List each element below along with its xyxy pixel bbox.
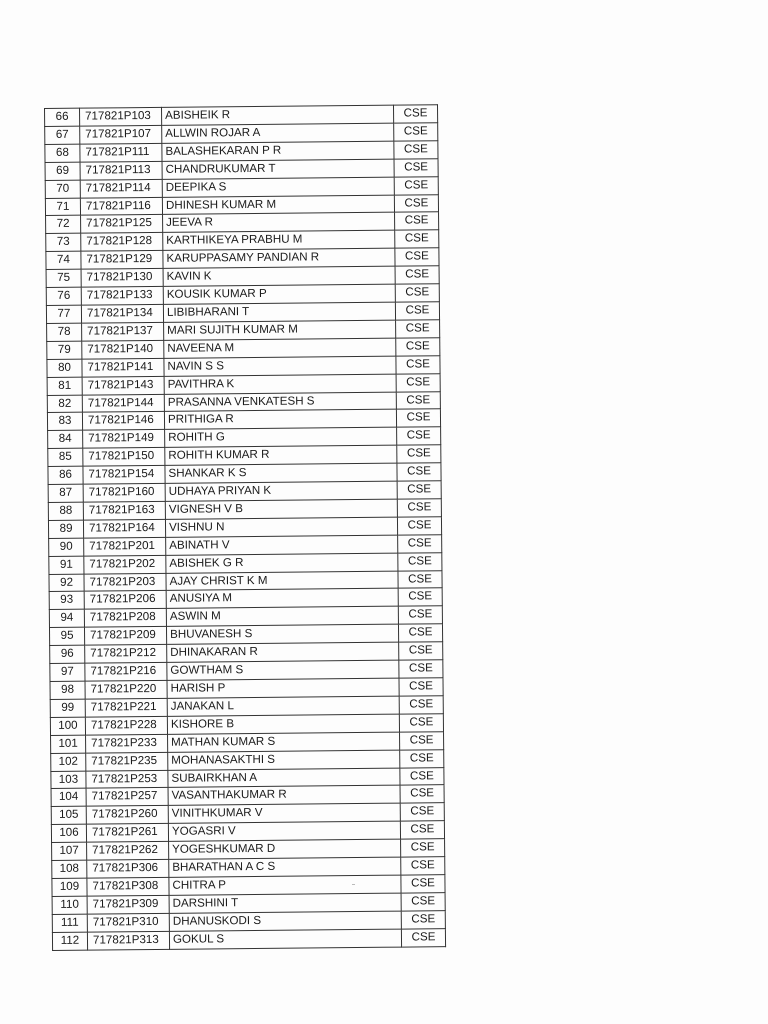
register-number-cell: 717821P309 [87,895,169,914]
department-cell: CSE [400,767,444,785]
student-name-cell: MARI SUJITH KUMAR M [164,320,396,340]
serial-number-cell: 88 [48,502,83,520]
serial-number-cell: 74 [46,251,81,269]
register-number-cell: 717821P113 [80,161,162,180]
department-cell: CSE [400,731,444,749]
register-number-cell: 717821P149 [83,430,165,449]
serial-number-cell: 80 [47,359,82,377]
department-cell: CSE [395,266,439,284]
register-number-cell: 717821P221 [85,698,167,717]
register-number-cell: 717821P260 [86,806,168,825]
student-name-cell: VIGNESH V B [165,499,397,519]
student-name-cell: KARUPPASAMY PANDIAN R [163,248,395,268]
register-number-cell: 717821P137 [82,322,164,341]
register-number-cell: 717821P134 [81,304,163,323]
serial-number-cell: 89 [48,520,83,538]
serial-number-cell: 75 [46,269,81,287]
student-name-cell: DEEPIKA S [162,177,394,197]
department-cell: CSE [399,642,443,660]
department-cell: CSE [397,427,441,445]
student-name-cell: KAVIN K [163,266,395,286]
serial-number-cell: 94 [49,610,84,628]
student-name-cell: DHANUSKODI S [169,911,401,931]
department-cell: CSE [395,302,439,320]
department-cell: CSE [401,875,445,893]
department-cell: CSE [396,337,440,355]
department-cell: CSE [397,445,441,463]
department-cell: CSE [399,660,443,678]
register-number-cell: 717821P163 [83,501,165,520]
student-name-cell: PRITHIGA R [164,410,396,430]
register-number-cell: 717821P306 [87,859,169,878]
student-name-cell: ANUSIYA M [166,589,398,609]
student-name-cell: AJAY CHRIST K M [166,571,398,591]
serial-number-cell: 82 [47,395,82,413]
student-name-cell: NAVEENA M [164,338,396,358]
serial-number-cell: 101 [51,735,86,753]
register-number-cell: 717821P220 [85,680,167,699]
department-cell: CSE [401,893,445,911]
register-number-cell: 717821P150 [83,448,165,467]
student-name-cell: SHANKAR K S [165,463,397,483]
serial-number-cell: 73 [46,233,81,251]
serial-number-cell: 93 [49,592,84,610]
student-name-cell: VINITHKUMAR V [168,803,400,823]
department-cell: CSE [397,463,441,481]
register-number-cell: 717821P308 [87,877,169,896]
serial-number-cell: 106 [51,824,86,842]
department-cell: CSE [395,248,439,266]
department-cell: CSE [395,230,439,248]
serial-number-cell: 71 [45,198,80,216]
serial-number-cell: 92 [49,574,84,592]
student-name-cell: DHINAKARAN R [167,642,399,662]
serial-number-cell: 98 [50,681,85,699]
serial-number-cell: 79 [47,341,82,359]
student-name-cell: ABINATH V [166,535,398,555]
student-name-cell: DARSHINI T [169,893,401,913]
serial-number-cell: 99 [50,699,85,717]
serial-number-cell: 90 [49,538,84,556]
register-number-cell: 717821P129 [81,251,163,270]
student-name-cell: ASWIN M [166,606,398,626]
student-name-cell: MATHAN KUMAR S [168,732,400,752]
department-cell: CSE [401,928,445,946]
register-number-cell: 717821P144 [82,394,164,413]
serial-number-cell: 76 [46,287,81,305]
register-number-cell: 717821P209 [84,627,166,646]
serial-number-cell: 104 [51,789,86,807]
register-number-cell: 717821P140 [82,340,164,359]
register-number-cell: 717821P125 [81,215,163,234]
register-number-cell: 717821P143 [82,376,164,395]
serial-number-cell: 66 [45,108,80,126]
department-cell: CSE [398,606,442,624]
student-name-cell: KISHORE B [167,714,399,734]
student-name-cell: BHUVANESH S [166,624,398,644]
department-cell: CSE [398,624,442,642]
department-cell: CSE [398,588,442,606]
serial-number-cell: 111 [52,914,87,932]
department-cell: CSE [399,678,443,696]
student-name-cell: KOUSIK KUMAR P [163,284,395,304]
department-cell: CSE [397,481,441,499]
serial-number-cell: 86 [48,466,83,484]
student-name-cell: ROHITH G [165,427,397,447]
register-number-cell: 717821P206 [84,591,166,610]
serial-number-cell: 105 [51,806,86,824]
register-number-cell: 717821P116 [80,197,162,216]
department-cell: CSE [396,391,440,409]
register-number-cell: 717821P262 [87,841,169,860]
department-cell: CSE [400,803,444,821]
serial-number-cell: 97 [50,663,85,681]
register-number-cell: 717821P107 [80,125,162,144]
serial-number-cell: 107 [52,842,87,860]
department-cell: CSE [393,105,437,123]
register-number-cell: 717821P233 [86,734,168,753]
student-name-cell: MOHANASAKTHI S [168,750,400,770]
register-number-cell: 717821P114 [80,179,162,198]
serial-number-cell: 112 [52,932,87,950]
serial-number-cell: 110 [52,896,87,914]
student-name-cell: CHITRA P [169,875,401,895]
department-cell: CSE [400,821,444,839]
student-name-cell: HARISH P [167,678,399,698]
register-number-cell: 717821P216 [85,662,167,681]
department-cell: CSE [396,409,440,427]
student-name-cell: ABISHEK G R [166,553,398,573]
register-number-cell: 717821P111 [80,143,162,162]
department-cell: CSE [400,749,444,767]
register-number-cell: 717821P261 [86,824,168,843]
register-number-cell: 717821P313 [87,931,169,950]
department-cell: CSE [394,123,438,141]
register-number-cell: 717821P203 [84,573,166,592]
student-name-cell: ABISHEIK R [161,105,393,125]
register-number-cell: 717821P257 [86,788,168,807]
student-name-cell: JANAKAN L [167,696,399,716]
register-number-cell: 717821P160 [83,483,165,502]
department-cell: CSE [395,284,439,302]
department-cell: CSE [400,785,444,803]
scan-speck [352,884,355,885]
register-number-cell: 717821P128 [81,233,163,252]
student-name-cell: ROHITH KUMAR R [165,445,397,465]
department-cell: CSE [394,141,438,159]
student-name-cell: GOKUL S [169,929,401,949]
student-name-cell: KARTHIKEYA PRABHU M [163,230,395,250]
register-number-cell: 717821P228 [85,716,167,735]
student-name-cell: PRASANNA VENKATESH S [164,392,396,412]
student-name-cell: VASANTHAKUMAR R [168,786,400,806]
register-number-cell: 717821P208 [84,609,166,628]
serial-number-cell: 95 [49,627,84,645]
register-number-cell: 717821P310 [87,913,169,932]
student-name-cell: DHINESH KUMAR M [162,195,394,215]
serial-number-cell: 72 [46,216,81,234]
serial-number-cell: 100 [50,717,85,735]
student-name-cell: GOWTHAM S [167,660,399,680]
department-cell: CSE [401,910,445,928]
register-number-cell: 717821P212 [85,645,167,664]
department-cell: CSE [399,714,443,732]
serial-number-cell: 87 [48,484,83,502]
serial-number-cell: 68 [45,144,80,162]
student-name-cell: NAVIN S S [164,356,396,376]
serial-number-cell: 81 [47,377,82,395]
serial-number-cell: 85 [48,448,83,466]
student-name-cell: PAVITHRA K [164,374,396,394]
student-name-cell: YOGESHKUMAR D [169,839,401,859]
department-cell: CSE [401,839,445,857]
department-cell: CSE [398,552,442,570]
department-cell: CSE [401,857,445,875]
student-name-cell: JEEVA R [163,213,395,233]
serial-number-cell: 102 [51,753,86,771]
register-number-cell: 717821P235 [86,752,168,771]
register-number-cell: 717821P130 [81,269,163,288]
department-cell: CSE [394,158,438,176]
student-name-cell: ALLWIN ROJAR A [162,123,394,143]
table-row [52,928,445,950]
register-number-cell: 717821P154 [83,465,165,484]
register-number-cell: 717821P201 [84,537,166,556]
student-list-body [45,105,446,950]
department-cell: CSE [394,176,438,194]
serial-number-cell: 103 [51,771,86,789]
serial-number-cell: 69 [45,162,80,180]
serial-number-cell: 67 [45,126,80,144]
serial-number-cell: 96 [50,645,85,663]
serial-number-cell: 91 [49,556,84,574]
serial-number-cell: 84 [48,430,83,448]
serial-number-cell: 77 [46,305,81,323]
student-name-cell: SUBAIRKHAN A [168,768,400,788]
register-number-cell: 717821P164 [83,519,165,538]
student-name-cell: BALASHEKARAN P R [162,141,394,161]
serial-number-cell: 109 [52,878,87,896]
department-cell: CSE [395,212,439,230]
department-cell: CSE [396,355,440,373]
register-number-cell: 717821P253 [86,770,168,789]
serial-number-cell: 78 [47,323,82,341]
student-name-cell: UDHAYA PRIYAN K [165,481,397,501]
student-name-cell: CHANDRUKUMAR T [162,159,394,179]
student-name-cell: LIBIBHARANI T [163,302,395,322]
serial-number-cell: 83 [47,413,82,431]
department-cell: CSE [396,320,440,338]
department-cell: CSE [398,570,442,588]
register-number-cell: 717821P202 [84,555,166,574]
serial-number-cell: 108 [52,860,87,878]
student-name-cell: VISHNU N [165,517,397,537]
register-number-cell: 717821P146 [82,412,164,431]
register-number-cell: 717821P141 [82,358,164,377]
department-cell: CSE [394,194,438,212]
department-cell: CSE [399,696,443,714]
register-number-cell: 717821P133 [81,286,163,305]
department-cell: CSE [397,499,441,517]
register-number-cell: 717821P103 [80,107,162,126]
department-cell: CSE [398,534,442,552]
serial-number-cell: 70 [45,180,80,198]
department-cell: CSE [397,517,441,535]
student-list-table [44,104,446,950]
department-cell: CSE [396,373,440,391]
student-name-cell: BHARATHAN A C S [169,857,401,877]
student-name-cell: YOGASRI V [168,821,400,841]
